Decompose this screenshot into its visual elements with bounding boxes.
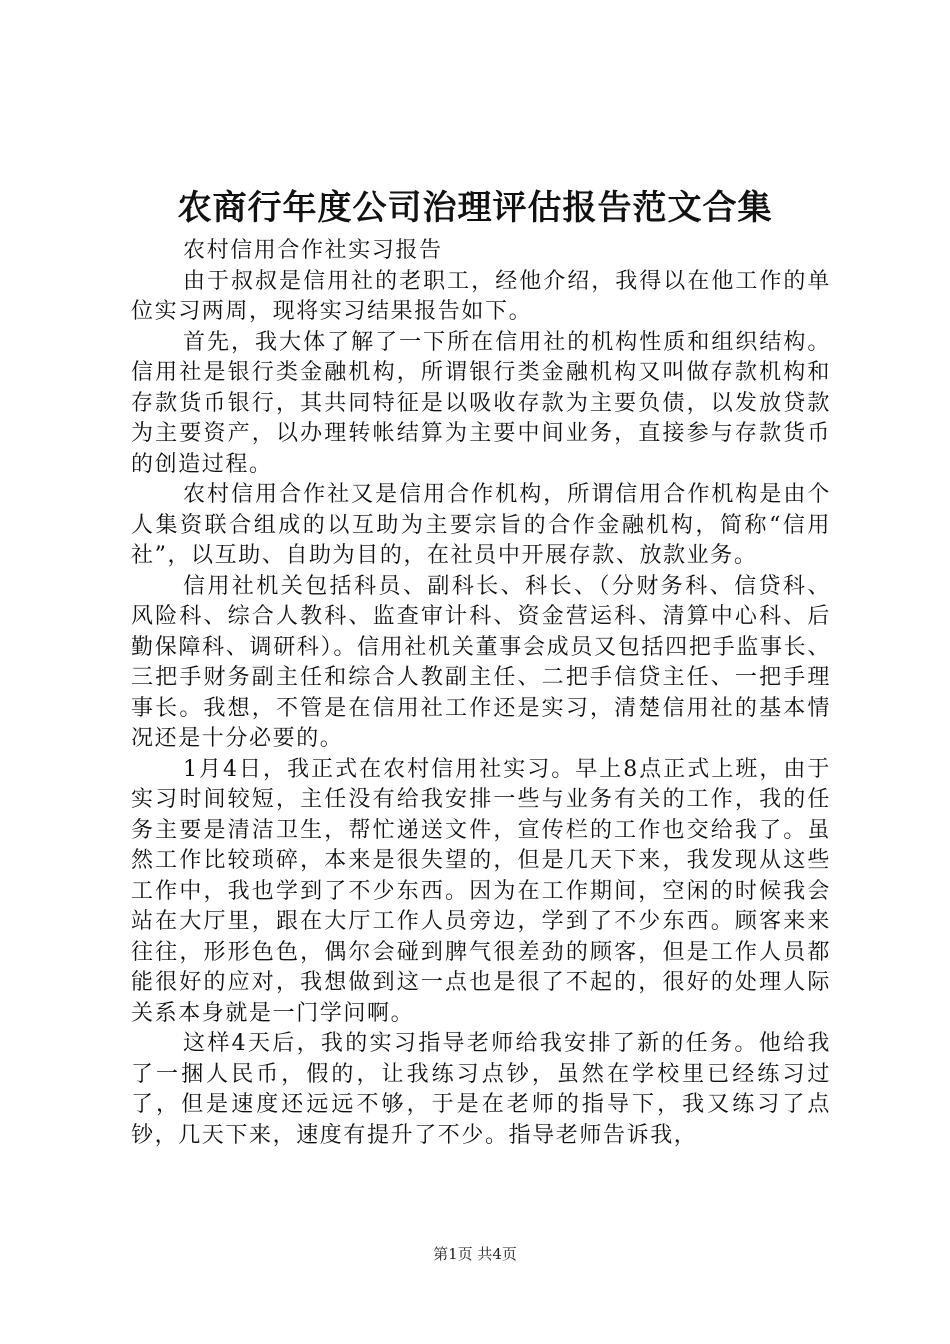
paragraph: 信用社机关包括科员、副科长、科长、（分财务科、信贷科、风险科、综合人教科、监查审计科、资金营运科、清算中心科、后勤保障科、调研科）。信用社机关董事会成员又包括四把手监事长、三把手财务副主任和综合人教副主任、二把手信贷主任、一把手理事长。我想，不管是在信用社工作还是实习，清楚信用社的基本情况还是十分必要的。 [131, 573, 831, 751]
paragraph: 这样4天后，我的实习指导老师给我安排了新的任务。他给我了一捆人民币，假的，让我练习点钞，虽然在学校里已经练习过了，但是速度还远远不够，于是在老师的指导下，我又练习了点钞，几天下来，速度有提升了不少。指导老师告诉我， [131, 1031, 831, 1148]
page-number-footer: 第1页 共4页 [433, 1245, 517, 1263]
document-body [131, 236, 831, 1151]
paragraph-subtitle: 农村信用合作社实习报告 [183, 238, 443, 263]
paragraph: 农村信用合作社又是信用合作机构，所谓信用合作机构是由个人集资联合组成的以互助为主要宗旨的合作金融机构，简称“信用社”，以互助、自助为目的，在社员中开展存款、放款业务。 [131, 482, 831, 568]
paragraph: 首先，我大体了解了一下所在信用社的机构性质和组织结构。信用社是银行类金融机构，所谓银行类金融机构又叫做存款机构和存款货币银行，其共同特征是以吸收存款为主要负债，以发放贷款为主要资产，以办理转帐结算为主要中间业务，直接参与存款货币的创造过程。 [131, 329, 831, 477]
paragraph: 1月4日，我正式在农村信用社实习。早上8点正式上班，由于实习时间较短，主任没有给我安排一些与业务有关的工作，我的任务主要是清洁卫生，帮忙递送文件，宣传栏的工作也交给我了。虽然工作比较琐碎，本来是很失望的，但是几天下来，我发现从这些工作中，我也学到了不少东西。因为在工作期间，空闲的时候我会站在大厅里，跟在大厅工作人员旁边，学到了不少东西。顾客来来往往，形形色色，偶尔会碰到脾气很差劲的顾客，但是工作人员都能很好的应对，我想做到这一点也是很了不起的，很好的处理人际关系本身就是一门学问啊。 [131, 756, 831, 1026]
paragraph: 由于叔叔是信用社的老职工，经他介绍，我得以在他工作的单位实习两周，现将实习结果报告如下。 [131, 268, 831, 324]
document-title: 农商行年度公司治理评估报告范文合集 [177, 188, 773, 228]
